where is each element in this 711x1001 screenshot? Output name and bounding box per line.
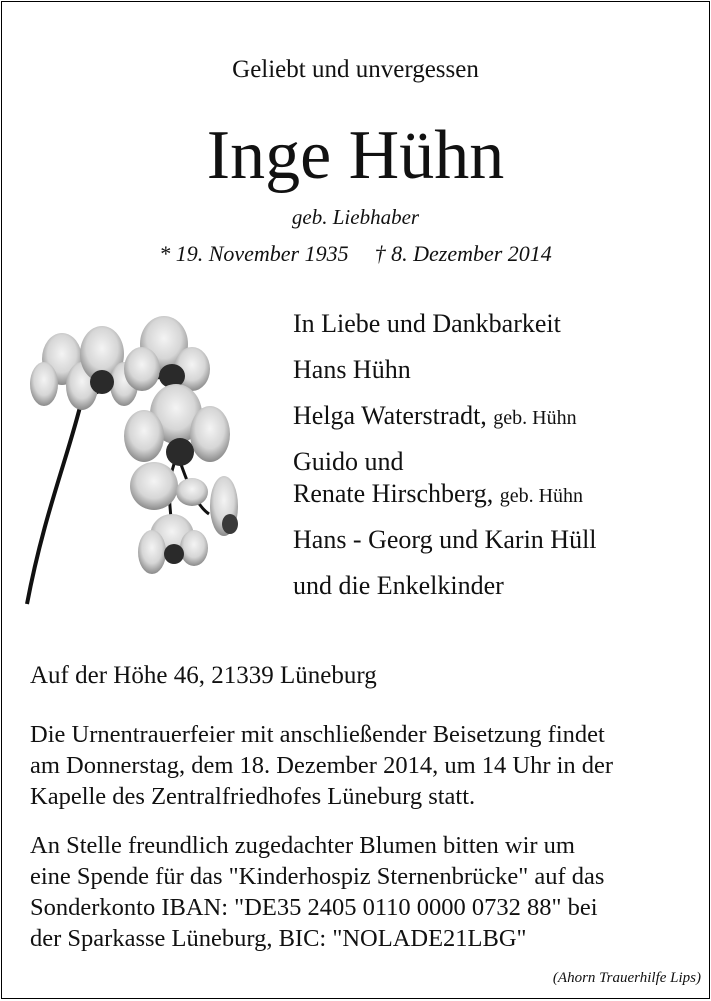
mourner-2-suffix: geb. Hühn: [493, 407, 577, 429]
mourner-1: Hans Hühn: [293, 355, 411, 384]
life-dates: [2, 241, 709, 267]
deceased-name: Inge Hühn: [206, 117, 505, 194]
mourner-5: Hans - Georg und Karin Hüll: [293, 525, 597, 554]
obituary-notice: [1, 1, 710, 999]
maiden-name: geb. Liebhaber: [291, 205, 420, 229]
mourner-2: [293, 400, 597, 446]
ceremony-line: Kapelle des Zentralfriedhofes Lüneburg statt.: [30, 783, 476, 810]
mourner-4: [293, 478, 597, 524]
ceremony-paragraph: [30, 719, 613, 812]
mourner-2-name: Helga Waterstradt,: [293, 401, 487, 430]
donation-line: An Stelle freundlich zugedachter Blumen bitten wir um: [30, 832, 575, 859]
donation-paragraph: [30, 830, 604, 954]
birth-date: * 19. November 1935: [159, 241, 349, 266]
donation-line: der Sparkasse Lüneburg, BIC: "NOLADE21LBG": [30, 925, 527, 952]
mourners-list: [293, 308, 597, 616]
tagline: Geliebt und unvergessen: [232, 56, 479, 83]
ceremony-line: am Donnerstag, dem 18. Dezember 2014, um 14 Uhr in der: [30, 752, 614, 779]
orchid-icon: [24, 314, 274, 614]
donation-line: eine Spende für das "Kinderhospiz Sternenbrücke" auf das: [30, 863, 605, 890]
mourner-6: und die Enkelkinder: [293, 571, 504, 600]
mourners-intro: In Liebe und Dankbarkeit: [293, 309, 561, 338]
mourner-4-suffix: geb. Hühn: [499, 485, 584, 507]
mourner-4-name: Renate Hirschberg,: [293, 479, 494, 508]
donation-line: Sonderkonto IBAN: "DE35 2405 0110 0000 0732 88" bei: [30, 894, 598, 921]
address: Auf der Höhe 46, 21339 Lüneburg: [30, 662, 377, 689]
mourner-3: Guido und: [293, 447, 404, 476]
death-date: † 8. Dezember 2014: [374, 241, 552, 266]
ceremony-line: Die Urnentrauerfeier mit anschließender Beisetzung findet: [30, 721, 605, 748]
funeral-home-credit: (Ahorn Trauerhilfe Lips): [552, 970, 701, 986]
